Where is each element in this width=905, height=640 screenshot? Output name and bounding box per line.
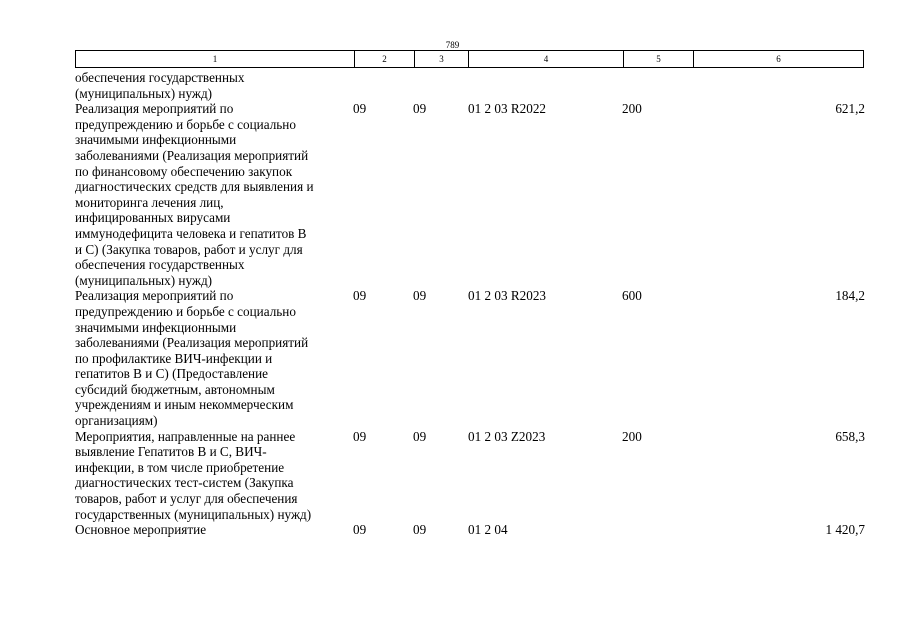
row-subsection-code: 09	[413, 522, 427, 538]
row-target-article: 01 2 03 R2023	[468, 288, 547, 304]
row-expense-type: 200	[622, 101, 642, 117]
table-row	[75, 70, 865, 101]
table-row	[75, 101, 865, 288]
row-description: Основное мероприятие	[75, 522, 207, 538]
row-target-article: 01 2 03 R2022	[468, 101, 547, 117]
budget-table-body	[75, 70, 865, 538]
row-amount: 658,3	[835, 428, 865, 444]
row-section-code: 09	[353, 288, 367, 304]
row-description: Реализация мероприятий по предупреждению и борьбе с социально значимыми инфекционными заболеваниями (Реализация мероприятий по финансовому обеспечению закупок диагностических средств для выявления и мониторинга лечения лиц, инфицированных вирусами иммунодефицита человека и гепатитов В и С) (Закупка товаров, работ и услуг для обеспечения государственных (муниципальных) нужд)	[75, 101, 314, 288]
column-header-6: 6	[694, 51, 864, 68]
row-description: Мероприятия, направленные на раннее выявление Гепатитов В и С, ВИЧ- инфекции, в том числе приобретение диагностических тест-систем (Закупка товаров, работ и услуг для обеспечения государственных (муниципальных) нужд)	[75, 428, 312, 522]
column-header-3: 3	[415, 51, 469, 68]
row-expense-type: 600	[622, 288, 642, 304]
row-amount: 184,2	[835, 288, 865, 304]
column-header-2: 2	[355, 51, 415, 68]
row-subsection-code: 09	[413, 428, 427, 444]
row-section-code: 09	[353, 101, 367, 117]
row-section-code: 09	[353, 522, 367, 538]
row-amount: 1 420,7	[825, 522, 865, 538]
row-section-code: 09	[353, 428, 367, 444]
column-header-4: 4	[469, 51, 624, 68]
row-description: обеспечения государственных (муниципальных) нужд)	[75, 70, 245, 101]
column-header-5: 5	[624, 51, 694, 68]
row-target-article: 01 2 03 Z2023	[468, 428, 546, 444]
page-number: 789	[445, 40, 460, 50]
table-row	[75, 522, 865, 538]
column-header-table	[75, 50, 864, 68]
row-amount: 621,2	[835, 101, 865, 117]
row-target-article: 01 2 04	[468, 522, 508, 538]
table-row	[75, 429, 865, 523]
column-header-row	[76, 51, 864, 68]
row-expense-type: 200	[622, 428, 642, 444]
row-subsection-code: 09	[413, 101, 427, 117]
column-header-1: 1	[76, 51, 355, 68]
row-description: Реализация мероприятий по предупреждению и борьбе с социально значимыми инфекционными заболеваниями (Реализация мероприятий по профилактике ВИЧ-инфекции и гепатитов В и С) (Предоставление субсидий бюджетным, автономным учреждениям и иным некоммерческим организациям)	[75, 288, 309, 429]
table-row	[75, 288, 865, 428]
row-subsection-code: 09	[413, 288, 427, 304]
